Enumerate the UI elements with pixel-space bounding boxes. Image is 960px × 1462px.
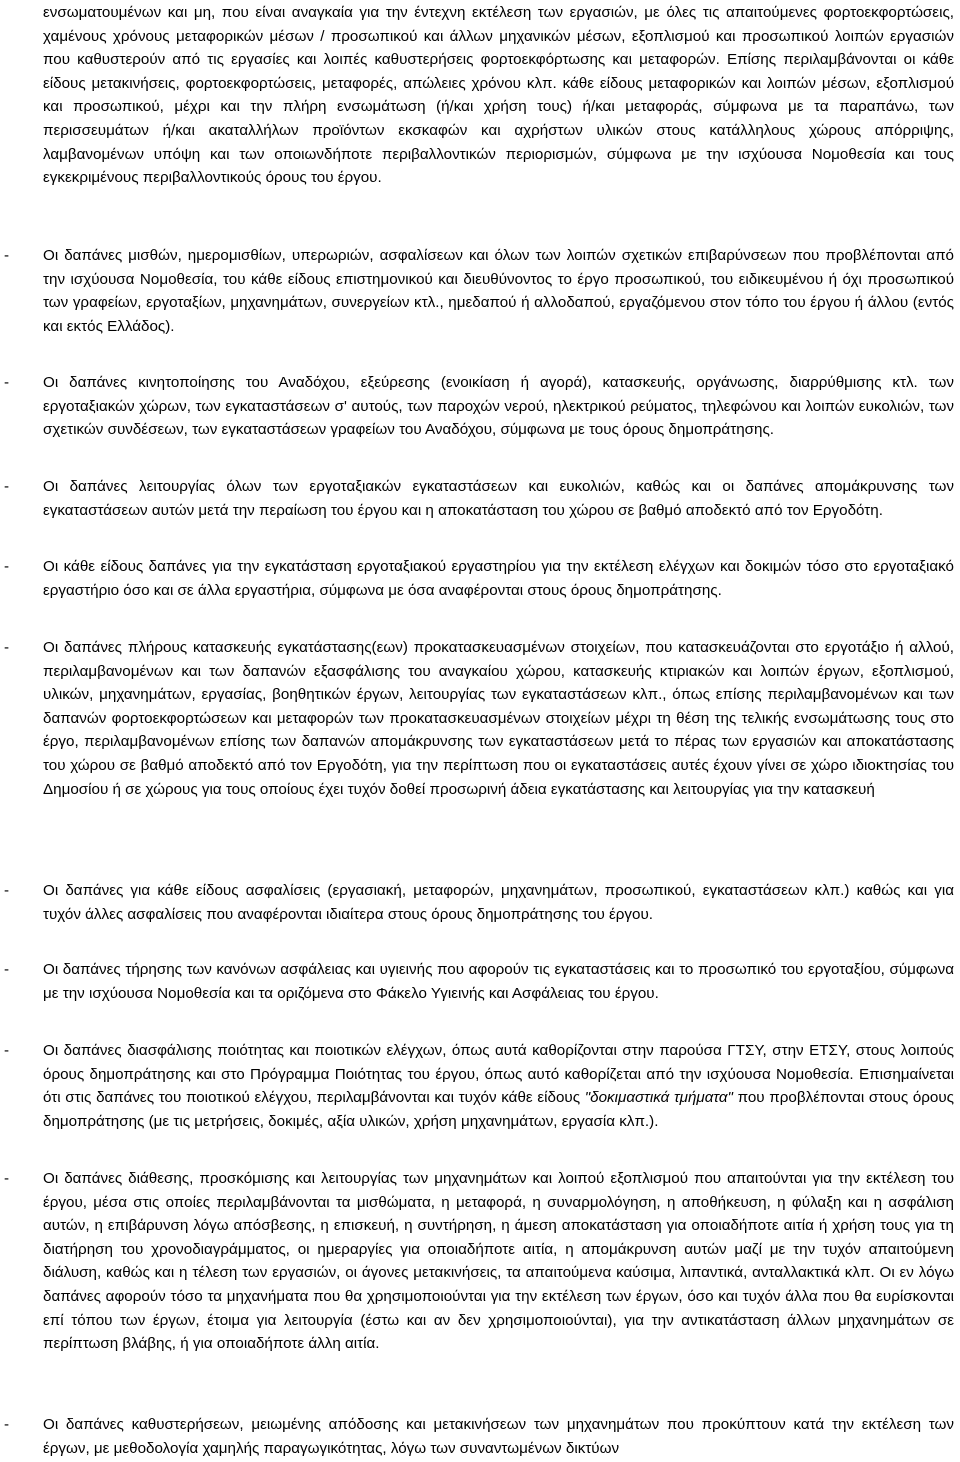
- bullet-dash: -: [4, 1042, 10, 1059]
- list-item-health-safety: Οι δαπάνες τήρησης των κανόνων ασφάλειας και υγιεινής που αφορούν τις εγκαταστάσεις και το προσωπικό του εργοταξίου, σύμφωνα με την ισχύουσα Νομοθεσία και τα οριζόμενα στο Φάκελο Υγιεινής και Ασφάλειας του έργου.: [43, 961, 954, 1002]
- list-item-machinery: Οι δαπάνες διάθεσης, προσκόμισης και λειτουργίας των μηχανημάτων και λοιπού εξοπλισμού που απαιτούνται για την εκτέλεση του έργου, μέσα στις οποίες περιλαμβάνονται τα μισθώματα, η μεταφορά, η συναρμολόγηση, η αποθήκευση, η φύλαξη και η ασφάλιση αυτών, η επιβάρυνση λόγω απόσβεσης, η επισκευή, η συντήρηση, η άμεση αποκατάσταση για οποιαδήποτε αιτία ή χρήση τους για τη διατήρηση του χρονοδιαγράμματος, οι ημεραργίες για οποιαδήποτε αιτία, η απομάκρυνση αυτών μαζί με την τυχόν απαιτούμενη διάλυση, καθώς και η τέλεση των εργασιών, οι άγονες μετακινήσεις, τα απαιτούμενα καύσιμα, λιπαντικά, ανταλλακτικά κλπ. Οι εν λόγω δαπάνες αφορούν τόσο τα μηχανήματα που θα χρησιμοποιούνται για την εκτέλεση των έργων, όσο και τυχόν άλλα που θα ευρίσκονται επί τόπου των έργων, έτοιμα για λειτουργία (έστω και αν δεν χρησιμοποιούνται), για την αντικατάσταση άλλων μηχανημάτων σε περίπτωση βλάβης, ή για οποιαδήποτε άλλη αιτία.: [43, 1170, 954, 1353]
- list-item-laboratory: Οι κάθε είδους δαπάνες για την εγκατάσταση εργοταξιακού εργαστηρίου για την εκτέλεση ελέγχων και δοκιμών τόσο στο εργοταξιακό εργαστήριο όσο και σε άλλα εργαστήρια, σύμφωνα με όσα αναφέρονται στους όρους δημοπράτησης.: [43, 558, 954, 599]
- bullet-dash: -: [4, 374, 10, 391]
- bullet-dash: -: [4, 961, 10, 978]
- list-item-insurance: Οι δαπάνες για κάθε είδους ασφαλίσεις (εργασιακή, μεταφορών, μηχανημάτων, προσωπικού, εγκαταστάσεων κλπ.) καθώς και για τυχόν άλλες ασφαλίσεις που αναφέρονται ιδιαίτερα στους όρους δημοπράτησης του έργου.: [43, 882, 954, 923]
- quality-text-start: Οι δαπάνες διασφάλισης ποιότητας και ποιοτικών ελέγχων, όπως αυτά καθορίζονται στην παρούσα ΓΤΣΥ, στην ΕΤΣΥ, στους λοιπούς όρους δημοπράτησης και στο Πρόγραμμα Ποιότητας του έργου, όπως αυτό καθορίζεται από την ισχύουσα Νομοθεσία. Επισημαίνεται ότι στις δαπάνες του ποιοτικού ελέγχου, περιλαμβάνονται και τυχόν κάθε είδους: [43, 1042, 954, 1107]
- list-item-site-operation: Οι δαπάνες λειτουργίας όλων των εργοταξιακών εγκαταστάσεων και ευκολιών, καθώς και οι δαπάνες απομάκρυνσης των εγκαταστάσεων αυτών μετά την περαίωση του έργου και η αποκατάσταση του χώρου σε βαθμό αποδεκτό από τον Εργοδότη.: [43, 478, 954, 519]
- list-item-prefabricated: Οι δαπάνες πλήρους κατασκευής εγκατάστασης(εων) προκατασκευασμένων στοιχείων, που κατασκευάζονται στο εργοτάξιο ή αλλού, περιλαμβανομένων και των δαπανών εξασφάλισης του αναγκαίου χώρου, κατασκευής κτιριακών και λοιπών έργων, εξοπλισμού, υλικών, μηχανημάτων, εργασίας, βοηθητικών έργων, λειτουργίας των εγκαταστάσεων κλπ., όπως επίσης περιλαμβανομένων και των δαπανών φορτοεκφορτώσεων και μεταφορών των προκατασκευασμένων στοιχείων μέχρι τη θέση της τελικής ενσωμάτωσης τους στο έργο, περιλαμβανομένων επίσης των δαπανών απομάκρυνσης των εγκαταστάσεων μετά το πέρας των εργασιών και αποκατάστασης του χώρου σε βαθμό αποδεκτό από τον Εργοδότη, για την περίπτωση που οι εγκαταστάσεις αυτές έχουν γίνει σε χώρο ιδιοκτησίας του Δημοσίου ή σε χώρους για τους οποίους έχει τυχόν δοθεί προσωρινή άδεια εγκατάστασης και λειτουργίας για την κατασκευή: [43, 639, 954, 798]
- list-item-delays: Οι δαπάνες καθυστερήσεων, μειωμένης απόδοσης και μετακινήσεων των μηχανημάτων που προκύπτουν κατά την εκτέλεση των έργων, με μεθοδολογία χαμηλής παραγωγικότητας, λόγω των συναντωμένων δικτύων: [43, 1416, 954, 1457]
- quality-text-end: που προβλέπονται στους όρους δημοπράτησης (με τις μετρήσεις, δοκιμές, αξία υλικών, χρήση μηχανημάτων, εργασία κλπ.).: [43, 1089, 954, 1130]
- list-item-quality-assurance: [43, 1039, 954, 1133]
- bullet-dash: -: [4, 558, 10, 575]
- bullet-dash: -: [4, 882, 10, 899]
- bullet-dash: -: [4, 639, 10, 656]
- bullet-dash: -: [4, 1170, 10, 1187]
- bullet-dash: -: [4, 1416, 10, 1433]
- bullet-dash: -: [4, 247, 10, 264]
- list-item-salaries: Οι δαπάνες μισθών, ημερομισθίων, υπερωριών, ασφαλίσεων και όλων των λοιπών σχετικών επιβαρύνσεων που προβλέπονται από την ισχύουσα Νομοθεσία, του κάθε είδους επιστημονικού και διευθύνοντος το έργο προσωπικού, του ειδικευμένου ή όχι προσωπικού των γραφείων, εργοταξίων, μηχανημάτων, συνεργείων κτλ., ημεδαπού ή αλλοδαπού, εργαζόμενου στον τόπο του έργου ή άλλου (εντός και εκτός Ελλάδος).: [43, 247, 954, 335]
- bullet-dash: -: [4, 478, 10, 495]
- intro-paragraph: ενσωματουμένων και μη, που είναι αναγκαία για την έντεχνη εκτέλεση των εργασιών, με όλες τις απαιτούμενες φορτοεκφορτώσεις, χαμένους χρόνους μεταφορικών μέσων / προσωπικού και άλλων μηχανικών μέσων, εξοπλισμού και προσωπικού λοιπών εργασιών που καθυστερούν από τις εργασίες και λοιπές καθυστερήσεις φορτοεκφόρτωσης και μεταφορών. Επίσης περιλαμβάνονται οι κάθε είδους μετακινήσεις, φορτοεκφορτώσεις, μεταφορές, απώλειες χρόνου κλπ. κάθε είδους μεταφορικών και λοιπών μέσων, εξοπλισμού και προσωπικού, μέχρι και την πλήρη ενσωμάτωση (ή/και χρήση τους) ή/και μεταφοράς, σύμφωνα με τα παραπάνω, των περισσευμάτων ή/και ακαταλλήλων προϊόντων εκσκαφών και αχρήστων υλικών στους κατάλληλους χώρους απόρριψης, λαμβανομένων υπόψη και των οποιωνδήποτε περιβαλλοντικών περιορισμών, σύμφωνα με την ισχύουσα Νομοθεσία και τους εγκεκριμένους περιβαλλοντικούς όρους του έργου.: [43, 4, 954, 187]
- list-item-mobilization: Οι δαπάνες κινητοποίησης του Αναδόχου, εξεύρεσης (ενοικίαση ή αγορά), κατασκευής, οργάνωσης, διαρρύθμισης κτλ. των εργοταξιακών χώρων, των εγκαταστάσεων σ' αυτούς, των παροχών νερού, ηλεκτρικού ρεύματος, τηλεφώνου και λοιπών ευκολιών, των σχετικών συνδέσεων, των εγκαταστάσεων γραφείων του Αναδόχου, σύμφωνα με τους όρους δημοπράτησης.: [43, 374, 954, 439]
- quality-italic-term: "δοκιμαστικά τμήματα": [584, 1089, 733, 1107]
